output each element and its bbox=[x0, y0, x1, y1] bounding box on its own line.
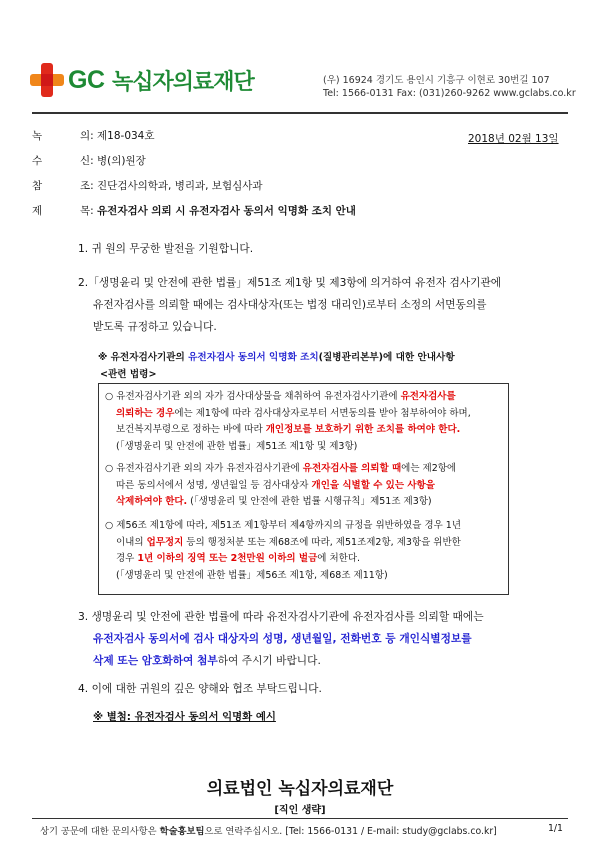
guidance-note: ※ 유전자검사기관의 유전자검사 동의서 익명화 조치(질병관리본부)에 대한 안내사항 bbox=[98, 352, 455, 363]
issuer-organization: 의료법인 녹십자의료재단 bbox=[206, 779, 394, 799]
related-laws-heading: <관련 법령> bbox=[100, 369, 157, 380]
doc-number: 제18-034호 bbox=[97, 130, 155, 142]
logo-gc-text: GC bbox=[68, 66, 105, 94]
page-number: 1/1 bbox=[548, 823, 563, 834]
reference-line: 참 조: 진단검사의학과, 병리과, 보험심사과 bbox=[32, 180, 263, 192]
footer-contact: 상기 공문에 대한 문의사항은 학술홍보팀으로 연락주십시오. [Tel: 1566-0131 / E-mail: study@gclabs.co.kr] bbox=[40, 826, 497, 837]
recipient-line: 수 신: 병(의)원장 bbox=[32, 155, 146, 167]
header-contact: Tel: 1566-0131 Fax: (031)260-9262 www.gclabs.co.kr bbox=[323, 88, 576, 99]
law-item-3: ○ 제56조 제1항에 따라, 제51조 제1항부터 제4항까지의 규정을 위반하였을 경우 1년 이내의 업무정지 등의 행정처분 또는 제68조에 따라, 제51조제2항, 제3항을 위반한 경우 1년 이하의 징역 또는 2천만원 이하의 벌금에 처한다. (「생명윤리 및 안전에 관한 법률」제56조 제1항, 제68조 제11항) bbox=[105, 520, 461, 581]
paragraph-2: 2.「생명윤리 및 안전에 관한 법률」제51조 제1항 및 제3항에 의거하여 유전자 검사기관에 유전자검사를 의뢰할 때에는 검사대상자(또는 법정 대리인)로부터 소정의 서면동의를 받도록 규정하고 있습니다. bbox=[78, 276, 502, 333]
recipient: 병(의)원장 bbox=[97, 155, 146, 167]
paragraph-1: 1. 귀 원의 무궁한 발전을 기원합니다. bbox=[78, 242, 254, 255]
attachment-note: ※ 별첨: 유전자검사 동의서 익명화 예시 bbox=[93, 711, 276, 723]
gc-cross-logo-icon bbox=[30, 63, 64, 97]
subject-line: 제 목: 유전자검사 의뢰 시 유전자검사 동의서 익명화 조치 안내 bbox=[32, 205, 356, 217]
subject: 유전자검사 의뢰 시 유전자검사 동의서 익명화 조치 안내 bbox=[97, 205, 356, 217]
reference: 진단검사의학과, 병리과, 보험심사과 bbox=[97, 180, 263, 192]
header-divider bbox=[32, 112, 568, 114]
footer-divider bbox=[32, 818, 568, 819]
related-laws-box bbox=[98, 383, 509, 595]
doc-number-line: 녹 의: 제18-034호 bbox=[32, 130, 155, 142]
law-item-1: ○ 유전자검사기관 외의 자가 검사대상물을 채취하여 유전자검사기관에 유전자검사를 의뢰하는 경우에는 제1항에 따라 검사대상자로부터 서면동의를 받아 첨부하여야 하며, 보건복지부령으로 정하는 바에 따라 개인정보를 보호하기 위한 조치를 하여야 한다. (「생명윤리 및 안전에 관한 법률」제51조 제1항 및 제3항) bbox=[105, 391, 471, 452]
header-address: (우) 16924 경기도 용인시 기흥구 이현로 30번길 107 bbox=[323, 75, 550, 86]
paragraph-4: 4. 이에 대한 귀원의 깊은 양해와 협조 부탁드립니다. bbox=[78, 682, 322, 695]
logo-foundation-name: 녹십자의료재단 bbox=[112, 70, 254, 95]
seal-omitted-note: [직인 생략] bbox=[274, 805, 326, 816]
law-item-2: ○ 유전자검사기관 외의 자가 유전자검사기관에 유전자검사를 의뢰할 때에는 제2항에 따른 동의서에서 성명, 생년월일 등 검사대상자 개인을 식별할 수 있는 사항을 삭제하여야 한다. (「생명윤리 및 안전에 관한 법률 시행규칙」제51조 제3항) bbox=[105, 463, 457, 507]
paragraph-3: 3. 생명윤리 및 안전에 관한 법률에 따라 유전자검사기관에 유전자검사를 의뢰할 때에는 유전자검사 동의서에 검사 대상자의 성명, 생년월일, 전화번호 등 개인식별정보를 삭제 또는 암호화하여 첨부하여 주시기 바랍니다. bbox=[78, 610, 484, 667]
doc-date: 2018년 02월 13일 bbox=[468, 133, 559, 145]
